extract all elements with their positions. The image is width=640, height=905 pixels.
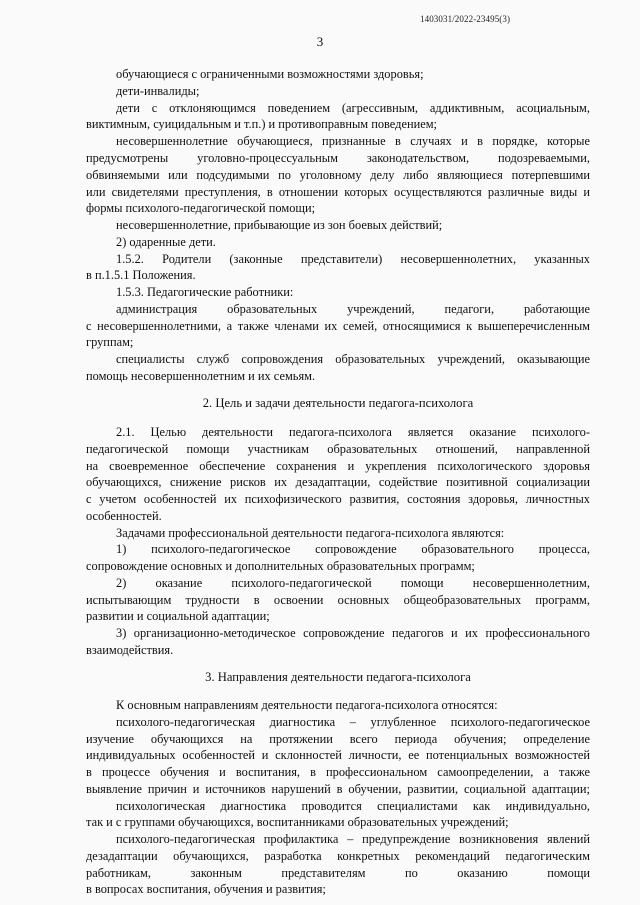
text-line: дети с отклоняющимся поведением (агрессивным, аддиктивным, асоциальным,	[116, 101, 590, 115]
text-line: в процессе обучения и воспитания, в профессиональном самоопределении, а также	[86, 765, 590, 779]
text-line: группам;	[86, 335, 134, 349]
section-heading: 2. Цель и задачи деятельности педагога-психолога	[202, 396, 474, 410]
text-line: индивидуальных особенностей и склонностей личности, ее потенциальных возможностей	[86, 748, 590, 762]
text-line: помощь несовершеннолетним и их семьям.	[86, 369, 316, 383]
text-line: администрация образовательных учреждений, педагоги, работающие	[116, 302, 590, 316]
text-line: К основным направлениям деятельности педагога-психолога относятся:	[116, 698, 498, 712]
text-line: обвиняемыми или подсудимыми по уголовному делу либо являющиеся потерпевшими	[86, 168, 590, 182]
document-id: 1403031/2022-23495(3)	[420, 14, 511, 24]
text-line: 2) оказание психолого-педагогической помощи несовершеннолетним,	[116, 576, 590, 590]
text-line: изучение обучающихся на протяжении всего периода обучения; определение	[86, 732, 590, 746]
text-line: психологическая диагностика проводится специалистами как индивидуально,	[116, 799, 590, 813]
text-line: психолого-педагогическая диагностика – углубленное психолого-педагогическое	[116, 715, 590, 729]
text-line: развитии и социальной адаптации;	[86, 609, 270, 623]
text-line: в п.1.5.1 Положения.	[86, 268, 196, 282]
text-line: работникам, законным представителям по оказанию помощи	[86, 866, 590, 880]
text-line: или свидетелями преступления, в отношении которых осуществляются различные виды и	[86, 185, 590, 199]
text-line: с несовершеннолетними, а также членами их семей, относящимися к вышеперечисленным	[86, 319, 590, 333]
text-line: дети-инвалиды;	[116, 84, 200, 98]
text-line: дезадаптации обучающихся, разработка конкретных рекомендаций педагогическим	[86, 849, 590, 863]
text-line: виктимным, суицидальным и т.п.) и противоправным поведением;	[86, 117, 437, 131]
text-line: испытывающим трудности в освоении основных общеобразовательных программ,	[86, 593, 590, 607]
text-line: 1.5.3. Педагогические работники:	[116, 285, 294, 299]
text-line: формы психолого-педагогической помощи;	[86, 201, 316, 215]
text-line: обучающиеся с ограниченными возможностями здоровья;	[116, 67, 424, 81]
text-line: выявление причин и источников нарушений в обучении, развитии, социальной адаптации;	[86, 782, 590, 796]
text-line: 2.1. Целью деятельности педагога-психолога является оказание психолого-	[116, 425, 590, 439]
text-line: Задачами профессиональной деятельности педагога-психолога являются:	[116, 526, 505, 540]
text-line: психолого-педагогическая профилактика – предупреждение возникновения явлений	[116, 832, 590, 846]
text-line: педагогической помощи участникам образовательных отношений, направленной	[86, 442, 590, 456]
text-line: несовершеннолетние, прибывающие из зон боевых действий;	[116, 218, 443, 232]
text-line: 2) одаренные дети.	[116, 235, 216, 249]
text-line: 3) организационно-методическое сопровождение педагогов и их профессионального	[116, 626, 590, 640]
text-line: предусмотрены уголовно-процессуальным законодательством, подозреваемыми,	[86, 151, 590, 165]
text-line: 1.5.2. Родители (законные представители) несовершеннолетних, указанных	[116, 252, 590, 266]
text-line: на своевременное обеспечение сохранения и укрепления психологического здоровья	[86, 459, 590, 473]
text-line: с учетом особенностей их психофизического развития, состояния здоровья, личностных	[86, 492, 590, 506]
section-heading: 3. Направления деятельности педагога-психолога	[205, 670, 471, 684]
text-line: сопровождение основных и дополнительных образовательных программ;	[86, 559, 475, 573]
text-line: особенностей.	[86, 509, 162, 523]
text-line: несовершеннолетние обучающиеся, признанные в случаях и в порядке, которые	[116, 134, 590, 148]
text-line: обучающихся, снижение рисков их дезадаптации, содействие позитивной социализации	[86, 475, 590, 489]
page-number: 3	[316, 34, 324, 49]
text-line: 1) психолого-педагогическое сопровождение образовательного процесса,	[116, 542, 590, 556]
text-line: специалисты служб сопровождения образовательных учреждений, оказывающие	[116, 352, 590, 366]
text-line: так и с группами обучающихся, воспитанниками образовательных учреждений;	[86, 815, 509, 829]
text-line: в вопросах воспитания, обучения и развития;	[86, 882, 326, 896]
text-line: взаимодействия.	[86, 643, 174, 657]
